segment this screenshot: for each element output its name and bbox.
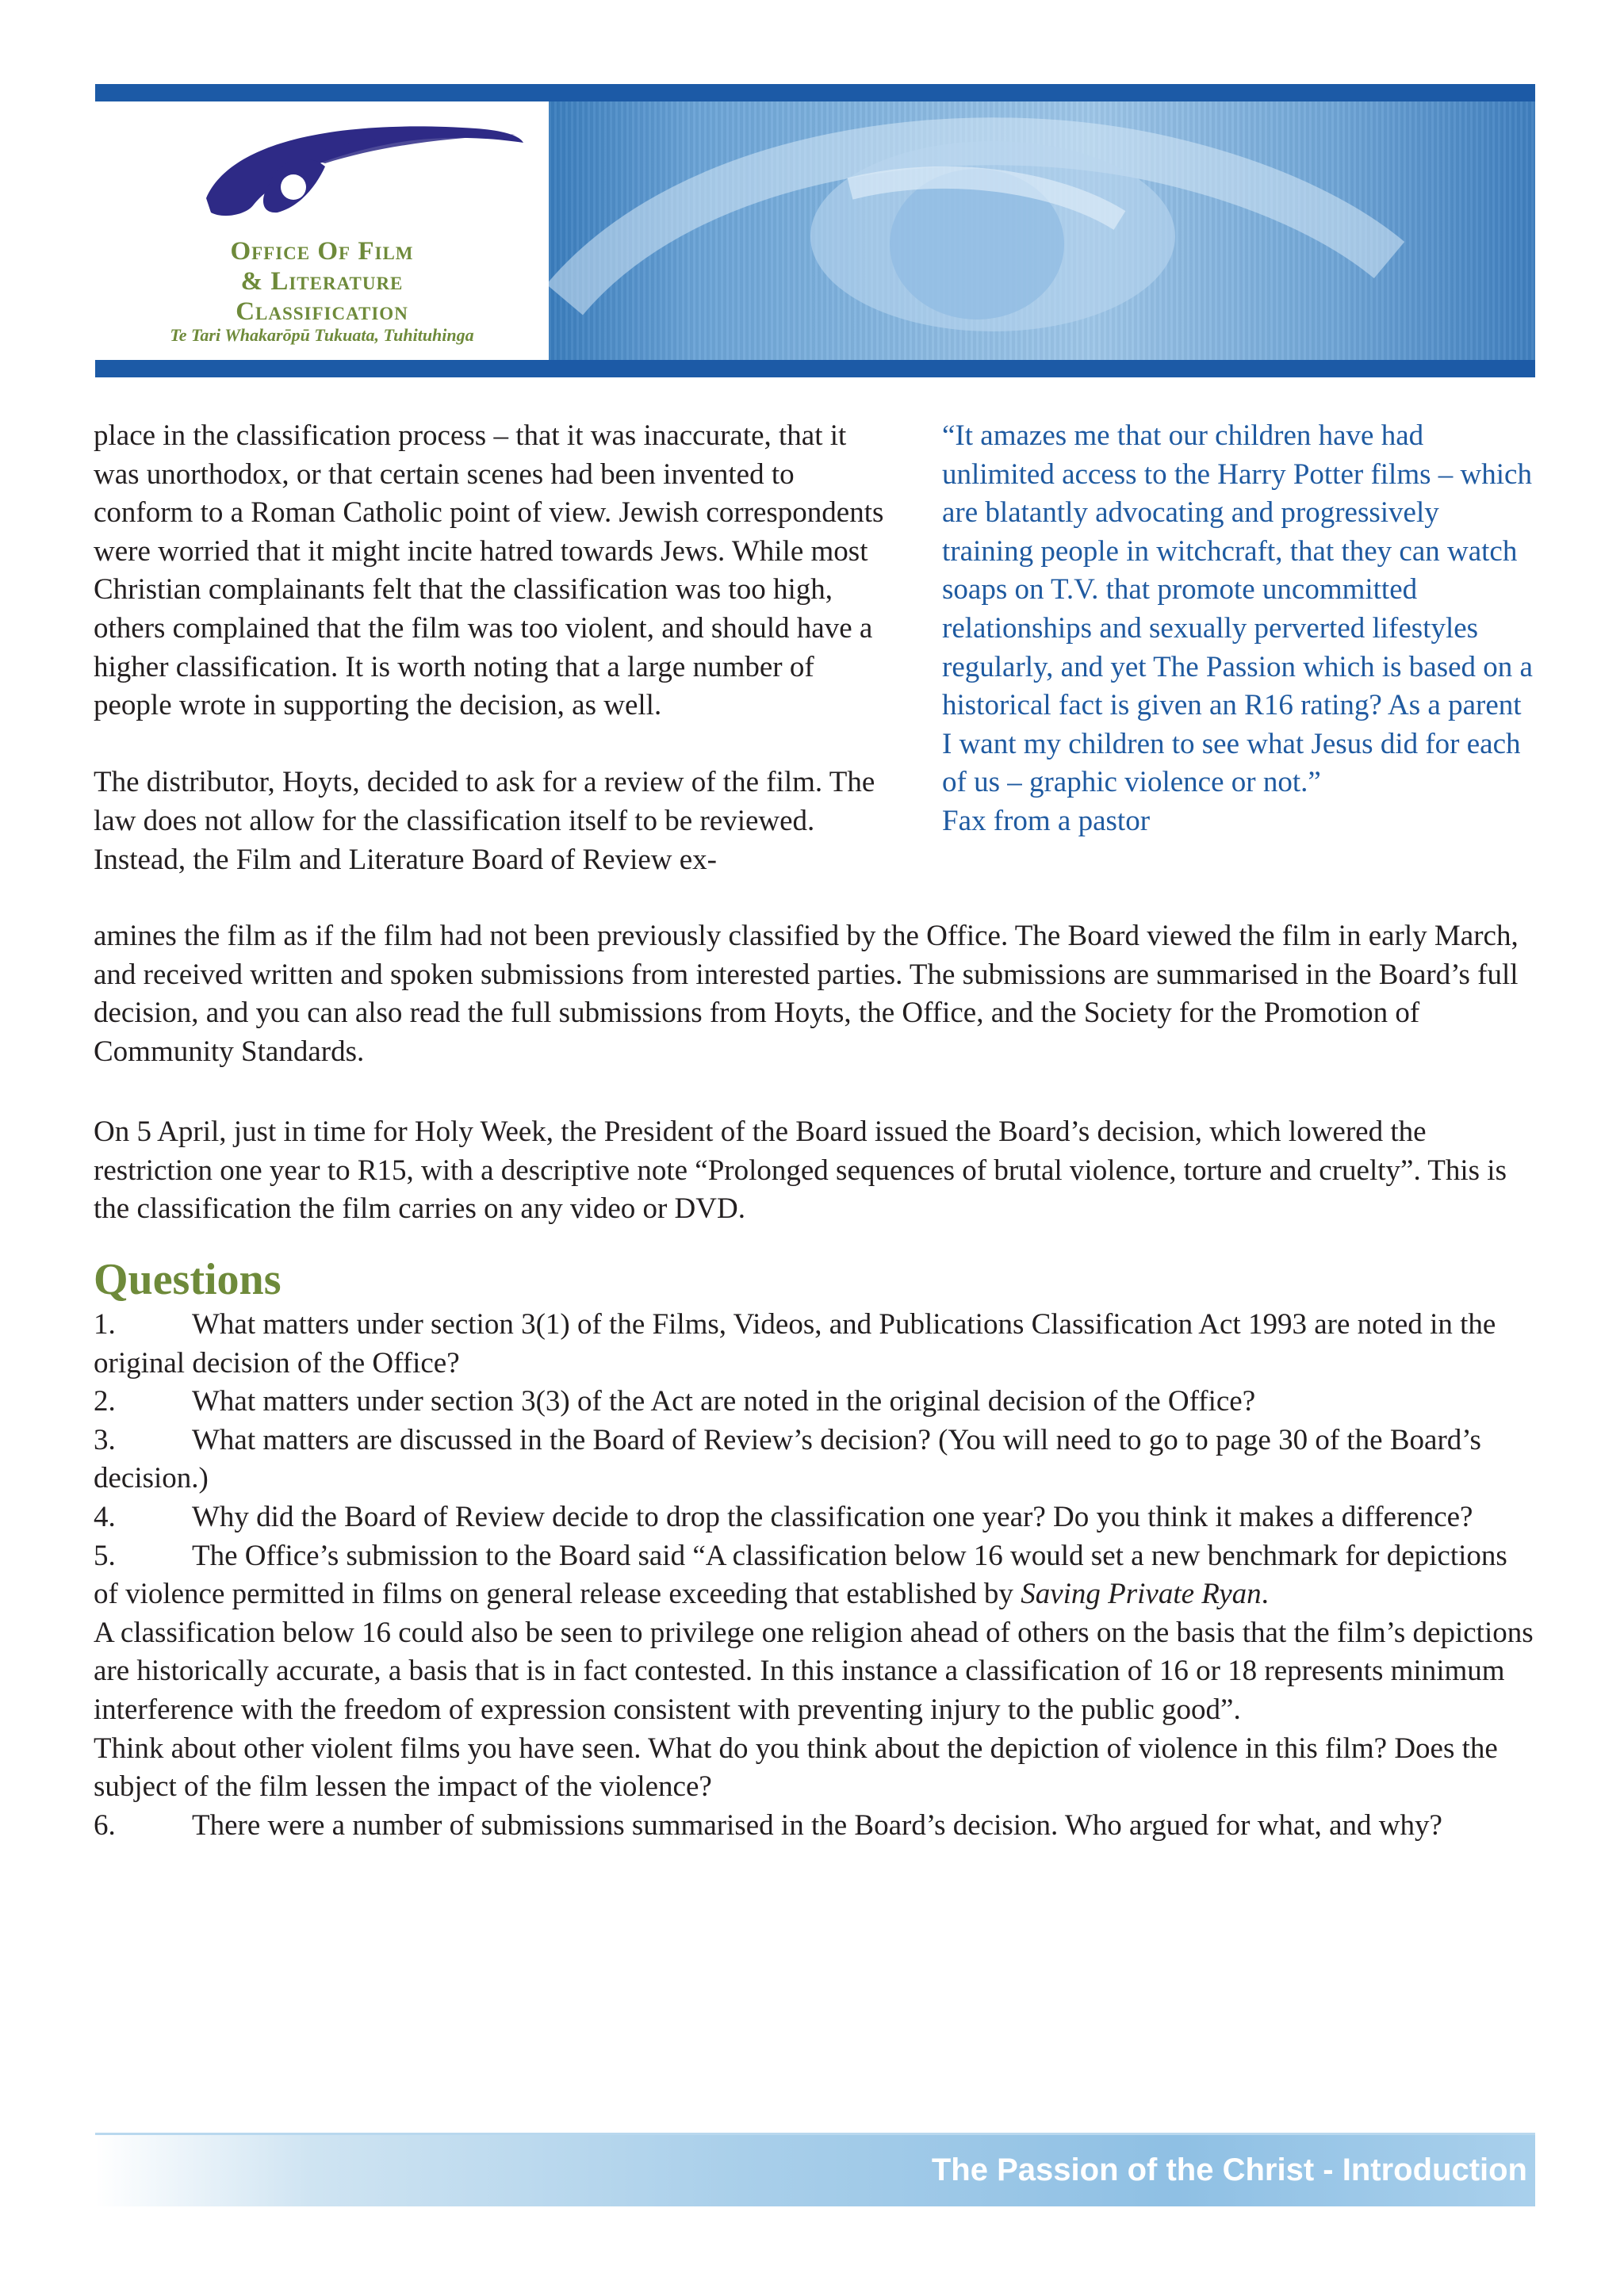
question-item bbox=[94, 1306, 1537, 1383]
left-column bbox=[94, 417, 894, 879]
question-text: What matters are discussed in the Board of Review’s decision? (You will need to go to page 30 of the Board’s decision.) bbox=[94, 1423, 1481, 1495]
spacer bbox=[94, 725, 894, 764]
question-item-continued bbox=[94, 1730, 1537, 1807]
paragraph-board-decision-text: On 5 April, just in time for Holy Week, the President of the Board issued the Board’s decision, which lowered the restriction one year to R15, with a descriptive note “Prolonged sequences of brutal violence, torture and cruelty”. This is the classification the film carries on any video or DVD. bbox=[94, 1115, 1507, 1226]
question-text: The Office’s submission to the Board said “A classification below 16 would set a new benchmark for depictions of violence permitted in films on general release exceeding that established by bbox=[94, 1539, 1507, 1611]
pull-quote-attribution: Fax from a pastor bbox=[942, 804, 1151, 837]
header-banner bbox=[95, 84, 1535, 377]
question-text: Think about other violent films you have seen. What do you think about the depiction of violence in this film? Does the subject of the film lessen the impact of the violence? bbox=[94, 1732, 1498, 1804]
question-text: Why did the Board of Review decide to drop the classification one year? Do you think it makes a difference? bbox=[192, 1500, 1473, 1533]
paragraph-board-decision bbox=[94, 1113, 1537, 1229]
question-number: 1. bbox=[94, 1308, 116, 1341]
question-text: There were a number of submissions summarised in the Board’s decision. Who argued for what, and why? bbox=[192, 1808, 1442, 1842]
question-item bbox=[94, 1383, 1537, 1422]
pull-quote bbox=[942, 417, 1537, 841]
question-text: What matters under section 3(3) of the Act are noted in the original decision of the Office? bbox=[192, 1385, 1256, 1418]
question-text: What matters under section 3(1) of the Films, Videos, and Publications Classification Act 1993 are noted in the original decision of the Office? bbox=[94, 1308, 1496, 1380]
question-item bbox=[94, 1537, 1537, 1614]
question-item bbox=[94, 1807, 1537, 1846]
eye-logo-icon bbox=[159, 111, 531, 230]
question-item bbox=[94, 1422, 1537, 1498]
org-name: Office Of Film & Literature Classification bbox=[230, 237, 414, 326]
eye-banner-image bbox=[549, 101, 1535, 360]
question-text: . bbox=[1261, 1578, 1269, 1611]
paragraph-review-continued-text: amines the film as if the film had not been previously classified by the Office. The Board viewed the film in early March, and received written and spoken submissions from interested parties. The submissions are summarised in the Board’s full decision, and you can also read the full submissions from Hoyts, the Office, and the Society for the Promotion of Community Standards. bbox=[94, 920, 1519, 1068]
footer-title: The Passion of the Christ - Introduction bbox=[931, 2152, 1527, 2187]
question-number: 3. bbox=[94, 1423, 116, 1456]
question-item-continued bbox=[94, 1614, 1537, 1730]
eye-illustration-icon bbox=[549, 101, 1535, 360]
paragraph-classification-complaints: place in the classification process – that it was inaccurate, that it was unorthodox, or that certain scenes had been invented to conform to a Roman Catholic point of view. Jewish correspondents were worried that it might incite hatred towards Jews. While most Christian complainants felt that the classification was too high, others complained that the film was too violent, and should have a higher classification. It is worth noting that a large number of people wrote in supporting the decision, as well. bbox=[94, 419, 884, 722]
org-maori-name: Te Tari Whakarōpū Tukuata, Tuhituhinga bbox=[170, 325, 474, 345]
pull-quote-text: “It amazes me that our children have had unlimited access to the Harry Potter films – which are blatantly advocating and progressively training people in witchcraft, that they can watch soaps on T.V. that promote uncommitted relationships and sexually perverted lifestyles regularly, and yet The Passion which is based on a historical fact is given an R16 rating? As a parent I want my children to see what Jesus did for each of us – graphic violence or not.” bbox=[942, 419, 1533, 799]
question-number: 5. bbox=[94, 1539, 116, 1572]
footer-bar bbox=[95, 2133, 1535, 2206]
film-title-italic: Saving Private Ryan bbox=[1021, 1578, 1262, 1611]
question-text: A classification below 16 could also be seen to privilege one religion ahead of others on the basis that the film’s depictions are historically accurate, a basis that is in fact contested. In this instance a classification of 16 or 18 represents minimum interference with the freedom of expression consistent with preventing injury to the public good”. bbox=[94, 1616, 1534, 1726]
questions-list bbox=[94, 1306, 1537, 1845]
questions-heading: Questions bbox=[94, 1255, 282, 1304]
question-number: 2. bbox=[94, 1385, 116, 1418]
question-number: 4. bbox=[94, 1500, 116, 1533]
question-item bbox=[94, 1498, 1537, 1537]
question-number: 6. bbox=[94, 1808, 116, 1842]
paragraph-review-continued bbox=[94, 917, 1537, 1071]
logo-area bbox=[95, 101, 549, 360]
paragraph-review-start: The distributor, Hoyts, decided to ask for a review of the film. The law does not allow for the classification itself to be reviewed. Instead, the Film and Literature Board of Review ex- bbox=[94, 766, 875, 876]
